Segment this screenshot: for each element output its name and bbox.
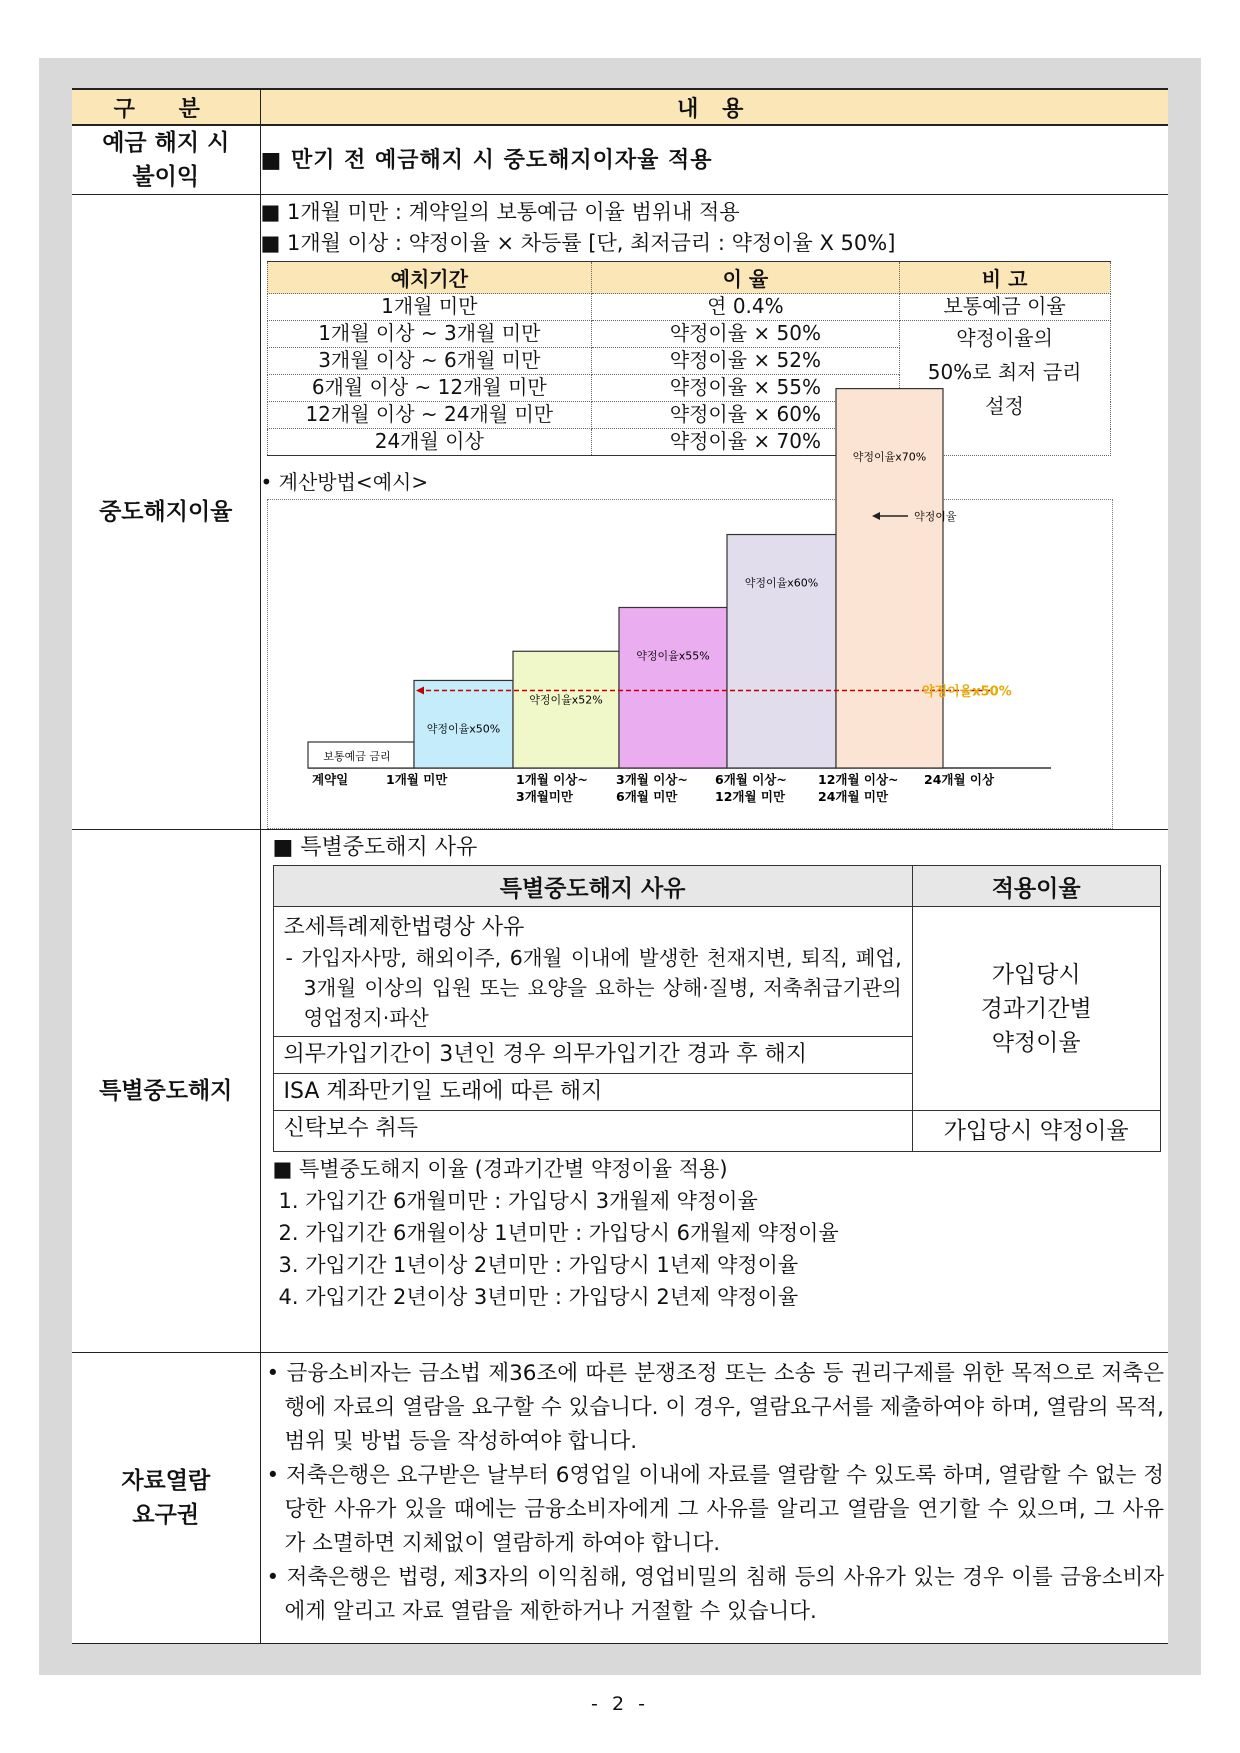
bar-3 (619, 607, 727, 768)
paragraph: • 저축은행은 법령, 제3자의 이익침해, 영업비밀의 침해 등의 사유가 있는 경우 이를 금융소비자에게 알리고 자료 열람을 제한하거나 거절할 수 있습니다. (266, 1565, 1164, 1624)
bar-label: 약정이율x55% (635, 649, 710, 663)
rate-table (267, 261, 1111, 456)
special-reason-table (273, 865, 1161, 1152)
header-content: 내 용 (260, 89, 1168, 125)
midterm-bullet-1: ■ 1개월 미만 : 계약일의 보통예금 이율 범위내 적용 (260, 200, 740, 224)
note-line: 설정 (985, 394, 1024, 418)
document-page (72, 88, 1168, 1643)
special-rate-list (261, 1185, 1169, 1313)
label-midterm-rate: 중도해지이율 (72, 195, 260, 830)
x-tick-label: 1개월 미만 (385, 772, 447, 787)
reason-cell: ISA 계좌만기일 도래에 따른 해지 (273, 1074, 912, 1111)
reason-title: 조세특례제한법령상 사유 (283, 915, 525, 940)
table-row (273, 907, 1160, 1037)
label-data-access (72, 1353, 260, 1644)
bar-5 (836, 389, 943, 768)
table-row (267, 294, 1110, 321)
period-cell: 1개월 이상 ~ 3개월 미만 (267, 321, 592, 348)
paragraph: • 금융소비자는 금소법 제36조에 따른 분쟁조정 또는 소송 등 권리구제를 위한 목적으로 저축은행에 자료의 열람을 요구할 수 있습니다. 이 경우, 열람요구서를 제출하여야 하며, 열람의 목적, 범위 및 방법 등을 작성하여야 합니다. (266, 1361, 1164, 1454)
reason-cell: 신탁보수 취득 (273, 1111, 912, 1152)
bar-label: 약정이율x70% (852, 450, 926, 464)
note-line: 약정이율의 (956, 326, 1053, 350)
note-line: 50%로 최저 금리 (927, 360, 1082, 384)
cancel-penalty-bullet: ■ 만기 전 예금해지 시 중도해지이자율 적용 (260, 147, 713, 173)
row-cancel-penalty (72, 125, 1168, 195)
table-row (267, 321, 1110, 348)
list-item: 1. 가입기간 6개월미만 : 가입당시 3개월제 약정이율 (278, 1189, 758, 1213)
rate-line: 약정이율 (991, 1029, 1081, 1056)
rate-cell: 약정이율 × 70% (592, 429, 900, 456)
x-tick-label: 6개월 미만 (615, 789, 677, 804)
midterm-bullet-2: ■ 1개월 이상 : 약정이율 × 차등률 [단, 최저금리 : 약정이율 X 50%] (260, 231, 896, 255)
base-rate-label: 보통예금 금리 (322, 750, 391, 763)
table-row (273, 1111, 1160, 1152)
bar-label: 약정이율x60% (744, 576, 818, 590)
rate-line: 경과기간별 (980, 995, 1092, 1022)
rate-header-period: 예치기간 (267, 262, 592, 294)
rate-cell: 약정이율 × 52% (592, 348, 900, 375)
list-item: 4. 가입기간 2년이상 3년미만 : 가입당시 2년제 약정이율 (278, 1285, 799, 1309)
rate-cell: 가입당시 약정이율 (912, 1111, 1160, 1152)
reason-detail: - 가입자사망, 해외이주, 6개월 이내에 발생한 천재지변, 퇴직, 폐업, 3개월 이상의 입원 또는 요양을 요하는 상해·질병, 저축취급기관의 영업정지·파산 (285, 946, 902, 1030)
special-header-rate: 적용이율 (912, 866, 1160, 907)
x-tick-label: 12개월 이상~ (817, 772, 899, 787)
special-header-reason: 특별중도해지 사유 (273, 866, 912, 907)
table-header-row (72, 89, 1168, 125)
period-cell: 3개월 이상 ~ 6개월 미만 (267, 348, 592, 375)
x-tick-label: 1개월 이상~ (515, 772, 588, 787)
rate-merged-cell (912, 907, 1160, 1111)
rate-cell: 약정이율 × 55% (592, 375, 900, 402)
rate-header-rate: 이 율 (592, 262, 900, 294)
list-item: 3. 가입기간 1년이상 2년미만 : 가입당시 1년제 약정이율 (278, 1253, 799, 1277)
row-midterm-rate (72, 195, 1168, 830)
period-cell: 6개월 이상 ~ 12개월 미만 (267, 375, 592, 402)
period-cell: 24개월 이상 (267, 429, 592, 456)
x-tick-label: 3개월미만 (515, 789, 573, 804)
row-data-access (72, 1353, 1168, 1644)
reason-cell: 의무가입기간이 3년인 경우 의무가입기간 경과 후 해지 (273, 1037, 912, 1074)
bar-label: 약정이율x52% (528, 693, 603, 707)
rate-cell: 약정이율 × 50% (592, 321, 900, 348)
label-line: 자료열람 (121, 1468, 211, 1494)
special-bullet-1: ■ 특별중도해지 사유 (272, 835, 478, 860)
list-item: 2. 가입기간 6개월이상 1년미만 : 가입당시 6개월제 약정이율 (278, 1221, 839, 1245)
period-cell: 1개월 미만 (267, 294, 592, 321)
rate-cell: 약정이율 × 60% (592, 402, 900, 429)
rate-header-note: 비 고 (899, 262, 1110, 294)
bar-2 (513, 651, 619, 768)
x-tick-label: 12개월 미만 (714, 789, 785, 804)
data-access-text (261, 1353, 1169, 1635)
period-cell: 12개월 이상 ~ 24개월 미만 (267, 402, 592, 429)
x-tick-label: 6개월 이상~ (714, 772, 787, 787)
x-tick-label: 24개월 미만 (817, 789, 888, 804)
paragraph: • 저축은행은 요구받은 날부터 6영업일 이내에 자료를 열람할 수 있도록 하며, 열람할 수 없는 정당한 사유가 있을 때에는 금융소비자에게 그 사유를 알리고 열람을 연기할 수 있으며, 그 사유가 소멸하면 지체없이 열람하게 하여야 합니다. (266, 1463, 1164, 1556)
row-special-cancel (72, 830, 1168, 1353)
rate-cell: 연 0.4% (592, 294, 900, 321)
rate-line: 가입당시 (991, 961, 1081, 988)
label-line: 요구권 (132, 1502, 200, 1528)
label-line: 예금 해지 시 (102, 130, 230, 156)
bar-4 (727, 535, 836, 768)
page-number: - 2 - (591, 1693, 649, 1715)
label-line: 불이익 (132, 164, 200, 190)
x-tick-label: 24개월 이상 (923, 772, 994, 787)
note-cell: 보통예금 이율 (899, 294, 1110, 321)
top-annotation: 약정이율 (913, 510, 957, 523)
special-bullet-2: ■ 특별중도해지 이율 (경과기간별 약정이율 적용) (272, 1157, 728, 1181)
label-cancel-penalty (72, 125, 260, 195)
terms-table (72, 88, 1168, 1644)
min-rate-label: 약정이율x50% (921, 684, 1012, 700)
x-tick-label: 계약일 (311, 772, 348, 787)
x-tick-label: 3개월 이상~ (615, 772, 688, 787)
calc-method-title: • 계산방법<예시> (260, 470, 429, 494)
header-category: 구 분 (72, 89, 260, 125)
bar-label: 약정이율x50% (426, 722, 500, 736)
label-special-cancel: 특별중도해지 (72, 830, 260, 1353)
